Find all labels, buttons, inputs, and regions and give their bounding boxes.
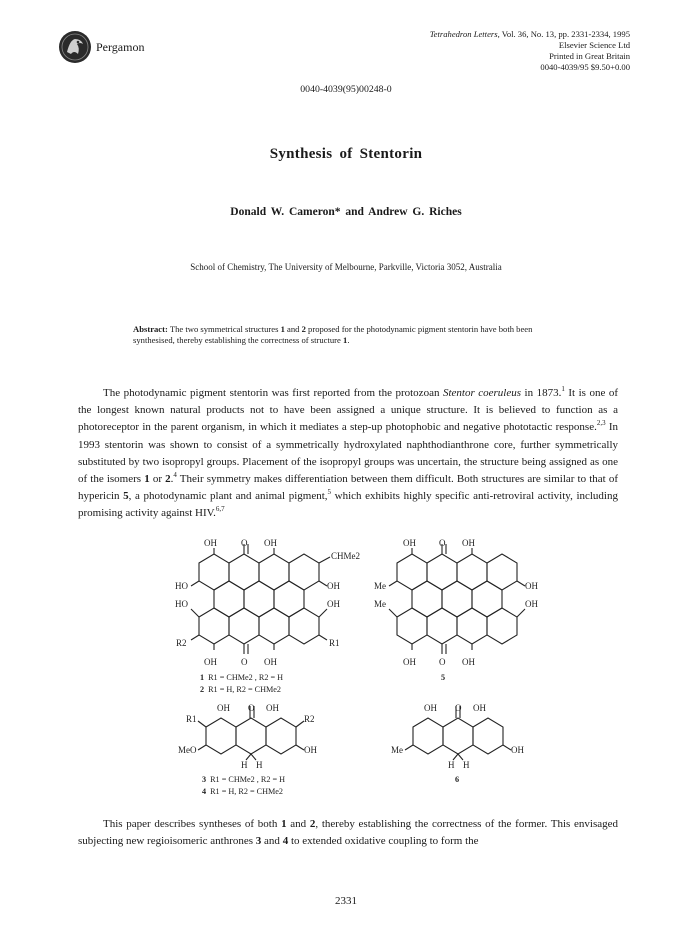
s5-top-oh-right: OH: [462, 538, 475, 548]
s1-sub-bottom-left: R2: [176, 638, 187, 648]
journal-details: , Vol. 36, No. 13, pp. 2331-2334, 1995: [497, 29, 630, 39]
caption-text: R1 = CHMe2 , R2 = H: [208, 673, 284, 682]
compound-ref: 5: [123, 490, 129, 503]
structure-5: [374, 538, 538, 682]
structure-1-2: [175, 538, 360, 694]
s6-left: Me: [391, 745, 403, 755]
abstract-text: The two symmetrical structures: [167, 324, 281, 334]
compound-ref: 1: [343, 335, 348, 345]
reference-marker: 6,7: [215, 505, 225, 514]
doi: 0040-4039(95)00248-0: [300, 84, 392, 95]
s5-top-oh-left: OH: [403, 538, 416, 548]
s3-left: MeO: [178, 745, 197, 755]
issn-price: 0040-4039/95 $9.50+0.00: [540, 62, 630, 72]
s1-sub-bottom-right: R1: [329, 638, 340, 648]
copyright: Elsevier Science Ltd: [558, 40, 630, 50]
caption-4: [202, 787, 283, 796]
s5-right-2: OH: [525, 599, 538, 609]
abstract-text: proposed for the photodynamic pigment stentorin have both been synthesised, thereby establishing the correctness of structure: [133, 324, 533, 345]
s6-h-right: H: [463, 760, 470, 770]
compound-ref: 2: [301, 324, 306, 334]
s5-bottom-oh-left: OH: [403, 657, 416, 667]
s3-h-left: H: [241, 760, 248, 770]
s1-bottom-oh-left: OH: [204, 657, 217, 667]
reference-marker: 5: [327, 488, 332, 497]
compound-ref: 3: [255, 835, 262, 848]
compound-number: 2: [200, 685, 205, 694]
body-text: and: [261, 835, 283, 848]
s1-bottom-oh-right: OH: [264, 657, 277, 667]
body-text: It is one of the longest known natural products not to have been assigned a unique structure. It is believed to function as a photoreceptor in the parent organism, in which it mediates a step-up photophobic and negative phototactic response.: [78, 387, 619, 434]
s5-top-o: O: [439, 538, 446, 548]
reference-marker: 1: [561, 385, 565, 393]
s1-sub-top-right: CHMe2: [331, 551, 360, 561]
s1-top-o: O: [241, 538, 248, 548]
s1-left-1: HO: [175, 581, 188, 591]
s6-top-oh-right: OH: [473, 703, 486, 713]
body-text: This paper describes syntheses of both: [103, 818, 282, 830]
body-text: which exhibits highly specific anti-retroviral activity, including promising activity against HIV.: [78, 490, 618, 520]
compound-ref: 1: [144, 473, 150, 486]
compound-number: 3: [202, 775, 207, 784]
s1-top-oh-left: OH: [204, 538, 217, 548]
s3-right: OH: [304, 745, 317, 755]
caption-3: [202, 775, 285, 784]
printed-in: Printed in Great Britain: [549, 51, 630, 61]
s1-top-oh-right: OH: [264, 538, 277, 548]
affiliation: School of Chemistry, The University of Melbourne, Parkville, Victoria 3052, Australia: [190, 262, 502, 272]
s3-sub-right: R2: [304, 714, 315, 724]
compound-ref: 2: [165, 473, 171, 486]
abstract-text: .: [347, 335, 350, 345]
species-name: Stentor coeruleus: [442, 387, 522, 399]
s6-top-o: O: [455, 703, 462, 713]
s5-left-1: Me: [374, 581, 386, 591]
body-text: to extended oxidative coupling to form the: [288, 835, 479, 848]
s5-left-2: Me: [374, 599, 386, 609]
s5-bottom-oh-right: OH: [462, 657, 475, 667]
paragraph-second: [78, 816, 618, 850]
publisher-name: Pergamon: [96, 40, 145, 54]
s3-top-o: O: [248, 703, 255, 713]
body-text: and: [286, 818, 310, 830]
s1-right-2: OH: [327, 599, 340, 609]
s5-bottom-o: O: [439, 657, 446, 667]
s6-top-oh-left: OH: [424, 703, 437, 713]
authors: Donald W. Cameron* and Andrew G. Riches: [230, 206, 462, 218]
s5-number: 5: [441, 673, 446, 682]
body-text: in 1873.: [521, 387, 562, 399]
caption-1: [200, 673, 283, 682]
reference-marker: 4: [173, 471, 177, 480]
s6-number: 6: [455, 775, 460, 784]
s1-right-1: OH: [327, 581, 340, 591]
page-number: 2331: [335, 895, 357, 907]
structure-1-rings: [191, 544, 330, 654]
body-text: The photodynamic pigment stentorin was first reported from the protozoan: [103, 387, 443, 399]
abstract-label: Abstract:: [133, 324, 168, 334]
paper-title: Synthesis of Stentorin: [269, 146, 423, 162]
caption-text: R1 = CHMe2 , R2 = H: [210, 775, 286, 784]
body-text: In 1993 stentorin was shown to consist of a symmetrically hydroxylated naphthodianthrone core, further symmetrically substituted by two isopropyl groups. Placement of the isopropyl groups was uncertain, the structure being assigned as one of the isomers: [78, 421, 618, 486]
compound-number: 1: [200, 673, 205, 682]
s3-top-oh-left: OH: [217, 703, 230, 713]
s1-bottom-o: O: [241, 657, 248, 667]
s3-sub-left: R1: [186, 714, 197, 724]
body-text: or: [149, 473, 166, 486]
structure-3-4: [178, 703, 317, 796]
compound-number: 4: [202, 787, 207, 796]
s6-h-left: H: [448, 760, 455, 770]
caption-text: R1 = H, R2 = CHMe2: [208, 685, 282, 694]
s6-right: OH: [511, 745, 524, 755]
caption-text: R1 = H, R2 = CHMe2: [210, 787, 284, 796]
s3-h-right: H: [256, 760, 263, 770]
compound-ref: 2: [309, 818, 316, 830]
body-text: , thereby establishing the correctness of the former. This envisaged subjecting new regioisomeric anthrones: [78, 818, 618, 848]
compound-ref: 1: [280, 324, 285, 334]
body-text: .: [170, 473, 174, 486]
structure-6: [391, 703, 524, 784]
s5-right-1: OH: [525, 581, 538, 591]
s1-left-2: HO: [175, 599, 188, 609]
abstract-text: and: [284, 324, 302, 334]
compound-ref: 4: [282, 835, 289, 848]
compound-ref: 1: [281, 818, 287, 830]
journal-name: Tetrahedron Letters: [429, 29, 498, 39]
caption-2: [200, 685, 281, 694]
body-text: , a photodynamic plant and animal pigment,: [128, 490, 328, 503]
reference-marker: 2,3: [596, 419, 606, 428]
s3-top-oh-right: OH: [266, 703, 279, 713]
body-text: Their symmetry makes differentiation between them difficult. Both structures are similar to that of hypericin: [78, 473, 619, 503]
